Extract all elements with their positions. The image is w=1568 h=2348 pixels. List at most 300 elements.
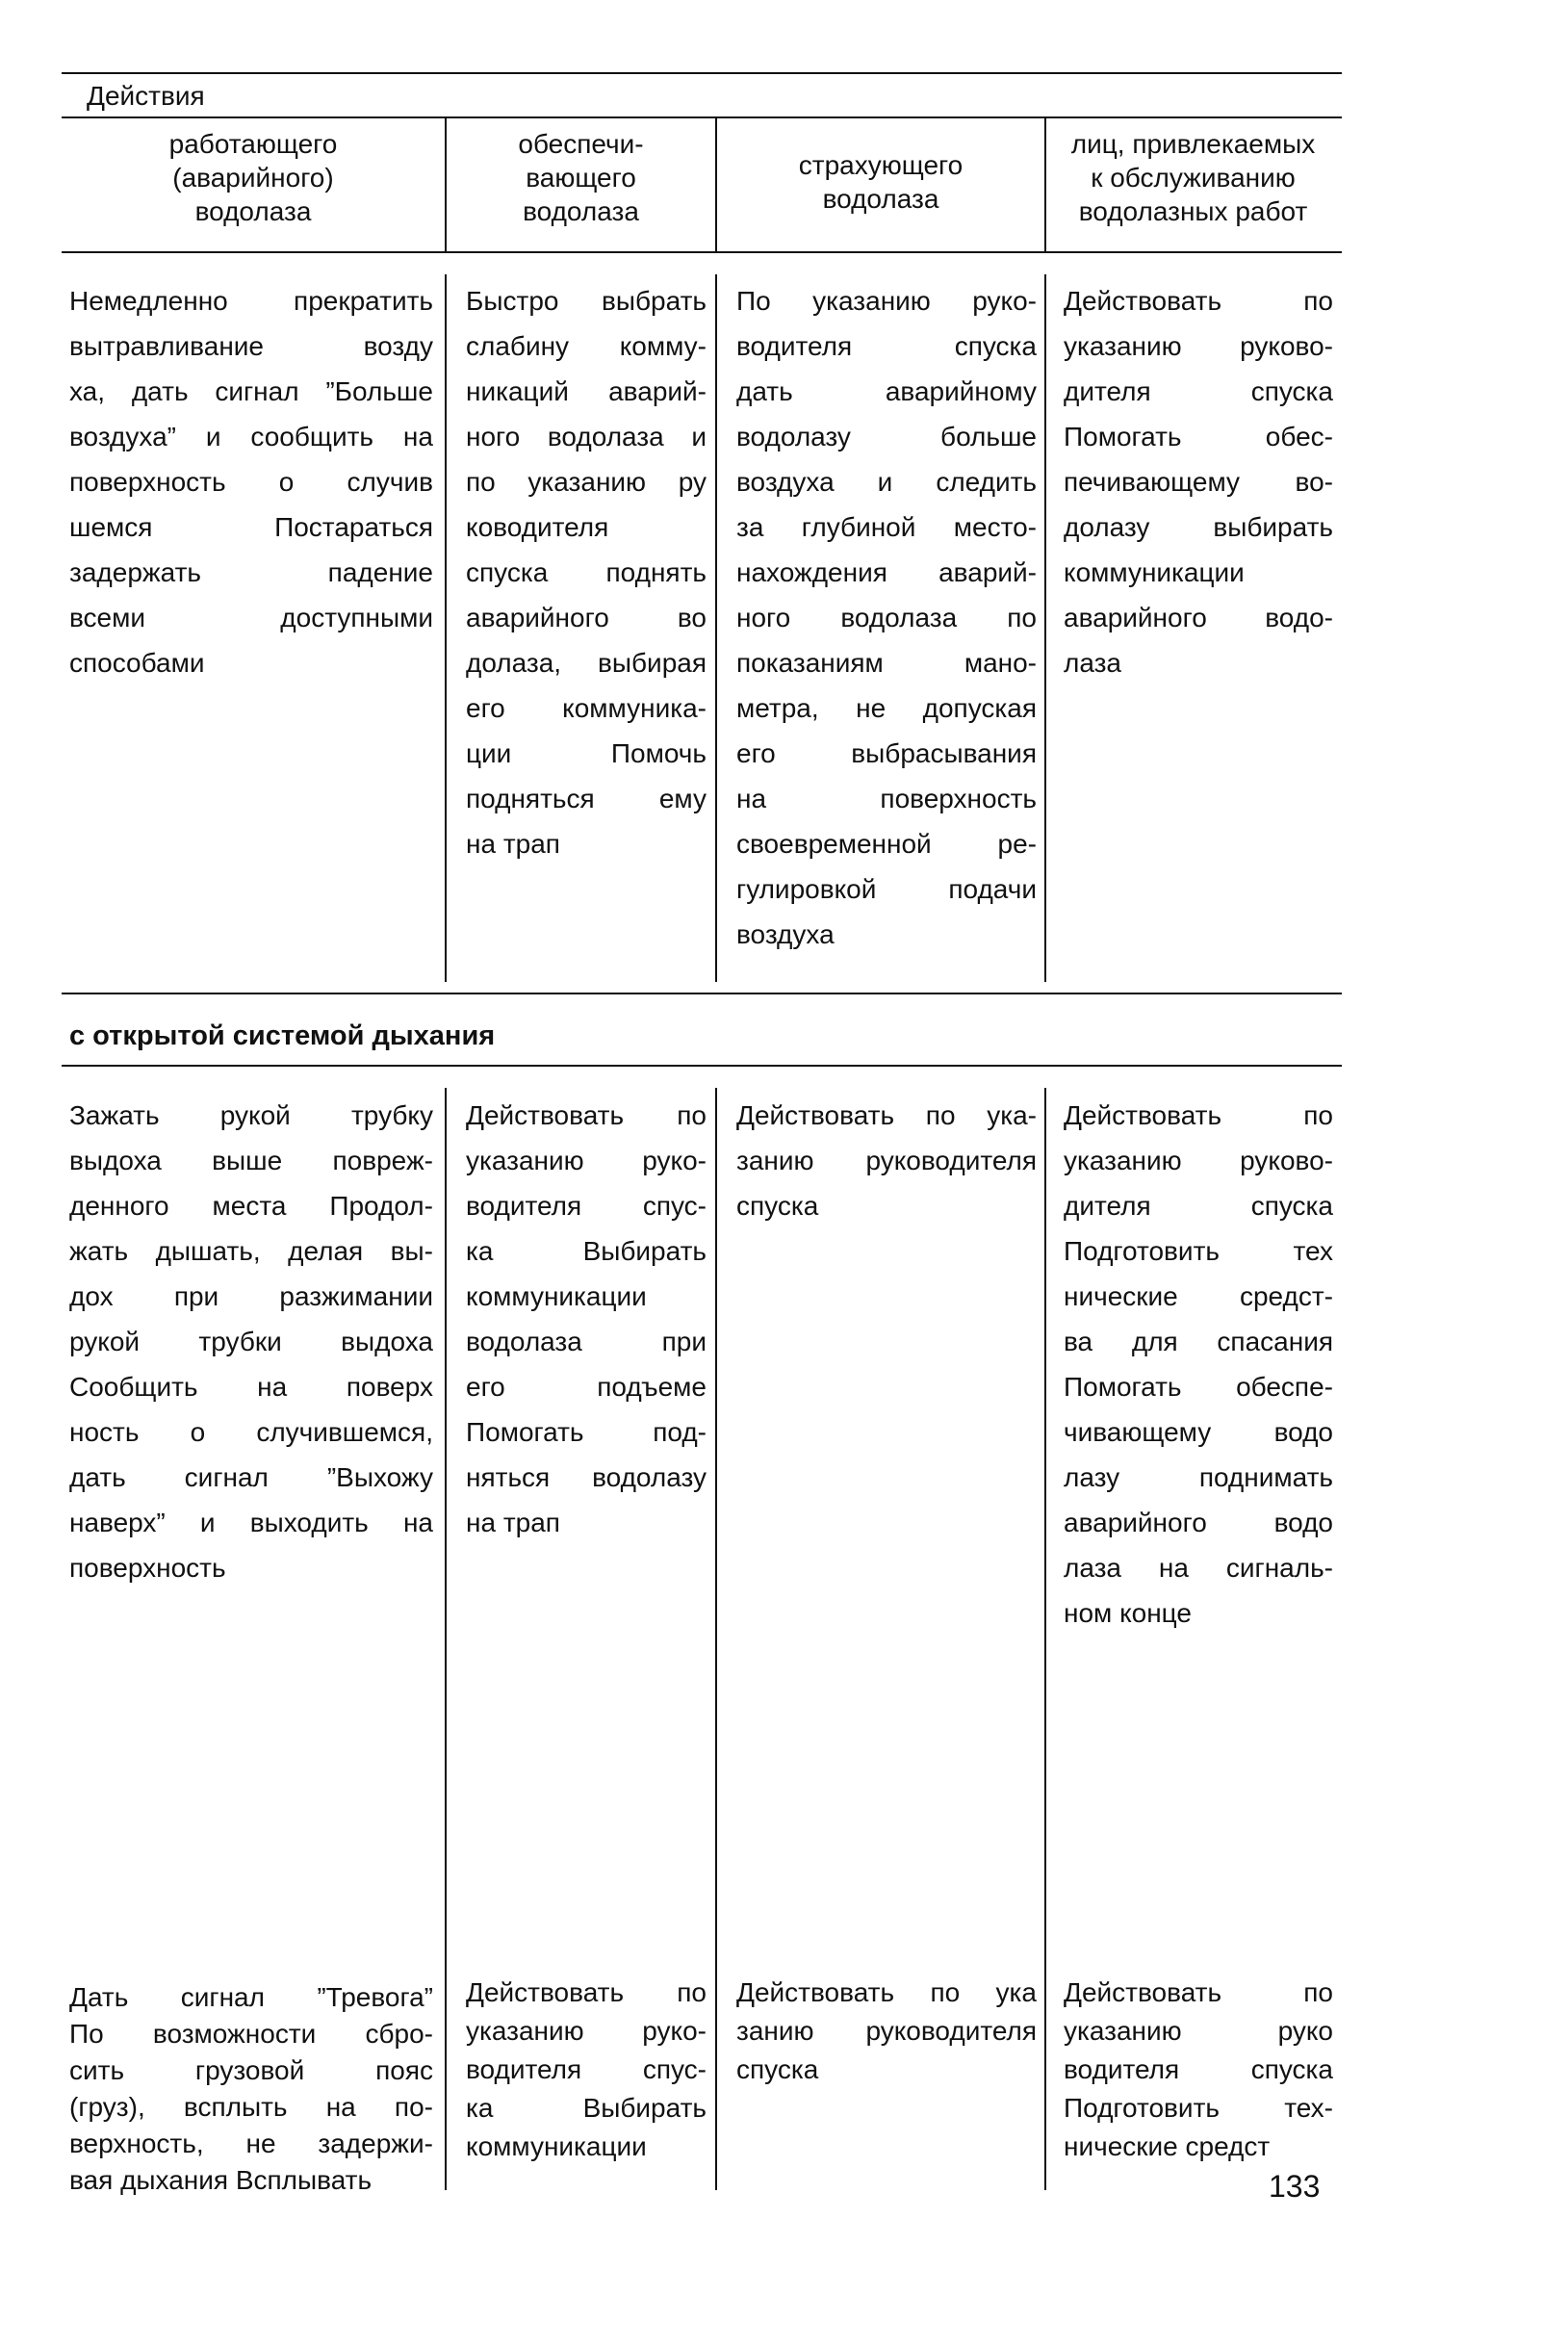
cell-line (736, 1138, 1037, 1183)
cell-line (736, 731, 1037, 776)
cell-line (1064, 2089, 1333, 2128)
cell-line (466, 323, 707, 369)
word: По (69, 2019, 104, 2049)
word: ру (678, 467, 707, 497)
word: и (199, 1508, 216, 1537)
cell-line (69, 1183, 433, 1228)
word: спасания (1217, 1327, 1333, 1356)
word: Действовать (1064, 1977, 1222, 2007)
word: слабину (466, 331, 570, 361)
cell-line (466, 278, 707, 323)
word: аварий- (608, 376, 707, 406)
cell-line: вая дыхания Всплывать (69, 2165, 373, 2195)
cell-line (736, 685, 1037, 731)
word: аварийного (1064, 1508, 1207, 1537)
word: руководителя (865, 2016, 1037, 2046)
cell-line (466, 595, 707, 640)
word: Дать (69, 1982, 129, 2012)
cell-line (1064, 1183, 1333, 1228)
word: аварийному (885, 376, 1037, 406)
word: Подготовить (1064, 2093, 1220, 2123)
word: по (930, 1977, 961, 2007)
cell-line: спуска (736, 2054, 819, 2084)
cell-line (736, 369, 1037, 414)
cell-line (466, 414, 707, 459)
word: водо (1273, 1417, 1333, 1447)
word: воздуха” (69, 422, 176, 452)
word: повреж- (332, 1146, 433, 1175)
cell-line (69, 1274, 433, 1319)
word: жать (69, 1236, 129, 1266)
cell-line (69, 2016, 433, 2052)
word: руко- (972, 286, 1037, 316)
word: тех (1293, 1236, 1333, 1266)
cell-line (69, 1455, 433, 1500)
word: под- (653, 1417, 707, 1447)
word: водолаза (466, 1327, 582, 1356)
header-support-personnel (1046, 127, 1340, 228)
cell-line: на трап (466, 829, 560, 859)
word: указанию (527, 467, 647, 497)
word: спуска (1250, 376, 1333, 406)
cell-line (736, 414, 1037, 459)
cell-line (466, 640, 707, 685)
word: ва (1064, 1327, 1093, 1356)
word: для (1131, 1327, 1178, 1356)
cell-line (69, 1093, 433, 1138)
cell-line: на трап (466, 1508, 560, 1537)
cell-line (736, 323, 1037, 369)
word: задержи- (318, 2129, 433, 2158)
word: сбро- (365, 2019, 433, 2049)
word: его (466, 693, 505, 723)
header-working-diver (62, 127, 445, 228)
word: водолазу (736, 422, 851, 452)
cell-line (736, 2012, 1037, 2051)
header-line: (аварийного) (172, 163, 334, 193)
word: и (877, 467, 893, 497)
cell-line (69, 1500, 433, 1545)
cell-line (1064, 2012, 1333, 2051)
cell-line: способами (69, 648, 205, 678)
cell-line (466, 1364, 707, 1409)
word: прекратить (294, 286, 433, 316)
header-line: водолазных работ (1078, 196, 1308, 226)
word: руково- (1240, 331, 1333, 361)
word: и (691, 422, 707, 452)
cell-line (466, 1228, 707, 1274)
word: ука (995, 1977, 1037, 2007)
word: водителя (1064, 2054, 1180, 2084)
word: руково- (1240, 1146, 1333, 1175)
cell-line: коммуникации (1064, 557, 1245, 587)
cell-line: ном конце (1064, 1598, 1192, 1628)
rule-header-top (62, 116, 1342, 118)
cell-line (1064, 1138, 1333, 1183)
cell-line (1064, 414, 1333, 459)
cell-line (736, 640, 1037, 685)
word: сигнал (180, 1982, 265, 2012)
word: указанию (466, 2016, 584, 2046)
cell-line (736, 866, 1037, 912)
cell-block2-col2 (466, 1093, 707, 1545)
word: ука- (987, 1100, 1037, 1130)
word: указанию (1064, 1146, 1182, 1175)
header-line: к обслуживанию (1091, 163, 1296, 193)
cell-line: поверхность (69, 1553, 226, 1583)
word: всеми (69, 603, 146, 632)
word: дителя (1064, 1191, 1151, 1221)
cell-line (736, 504, 1037, 550)
cell-line (466, 1455, 707, 1500)
word: спуска (466, 557, 549, 587)
word: коммуника- (562, 693, 707, 723)
cell-line (466, 2089, 707, 2128)
word: всплыть (183, 2092, 288, 2122)
word: по (1303, 1100, 1333, 1130)
word: Помогать (466, 1417, 584, 1447)
word: водолазу (592, 1462, 707, 1492)
word: лаза (1064, 1553, 1122, 1583)
word: дышать, (155, 1236, 261, 1266)
cell-line (69, 1138, 433, 1183)
cell-line (466, 685, 707, 731)
word: доступными (280, 603, 433, 632)
word: Действовать (736, 1100, 895, 1130)
word: Подготовить (1064, 1236, 1220, 1266)
cell-line (1064, 1319, 1333, 1364)
word: рукой (69, 1327, 141, 1356)
word: гулировкой (736, 874, 877, 904)
cell-line (1064, 1093, 1333, 1138)
word: сигналь- (1225, 1553, 1333, 1583)
cell-line (466, 2051, 707, 2089)
header-supporting-diver (447, 127, 715, 228)
word: на (1158, 1553, 1189, 1583)
cell-line (736, 278, 1037, 323)
cell-line (1064, 504, 1333, 550)
word: занию (736, 2016, 814, 2046)
word: водителя (466, 1191, 582, 1221)
word: ции (466, 738, 512, 768)
cell-line (1064, 1274, 1333, 1319)
word: подачи (948, 874, 1037, 904)
word: Помогать (1064, 1372, 1182, 1402)
word: верхность, (69, 2129, 204, 2158)
cell-block2-col4 (1064, 1093, 1333, 1636)
cell-line (69, 1319, 433, 1364)
word: аварийного (1064, 603, 1207, 632)
word: водолаза (840, 603, 958, 632)
word: возду (363, 331, 433, 361)
vrule-block1-1 (445, 274, 447, 982)
vrule-block2-1 (445, 1088, 447, 2190)
cell-block2-col3 (736, 1093, 1037, 1228)
cell-line (1064, 595, 1333, 640)
word: по (1303, 286, 1333, 316)
header-line: вающего (526, 163, 636, 193)
word: дох (69, 1281, 114, 1311)
word: Действовать (466, 1977, 625, 2007)
cell-line (466, 550, 707, 595)
word: его (736, 738, 776, 768)
word: показаниям (736, 648, 884, 678)
cell-line (69, 414, 433, 459)
word: Быстро (466, 286, 559, 316)
cell-line: коммуникации (466, 2131, 647, 2161)
word: при (661, 1327, 707, 1356)
cell-line (466, 1093, 707, 1138)
cell-line (69, 550, 433, 595)
cell-line (1064, 323, 1333, 369)
word: занию (736, 1146, 814, 1175)
cell-block3-col1 (69, 1979, 433, 2199)
word: сообщить (250, 422, 374, 452)
cell-line (466, 1183, 707, 1228)
word: Продол- (329, 1191, 433, 1221)
word: руководителя (865, 1146, 1037, 1175)
word: долаза, (466, 648, 562, 678)
word: поднимать (1198, 1462, 1333, 1492)
word: ему (658, 784, 707, 813)
word: дать (69, 1462, 126, 1492)
vrule-block1-2 (715, 274, 717, 982)
word: разжимании (279, 1281, 433, 1311)
word: обес- (1265, 422, 1333, 452)
word: случив (347, 467, 433, 497)
word: пояс (375, 2055, 433, 2085)
cell-line (69, 2052, 433, 2089)
cell-line (69, 1364, 433, 1409)
cell-line (736, 459, 1037, 504)
cell-line (736, 1974, 1037, 2012)
word: его (466, 1372, 505, 1402)
cell-line (1064, 1364, 1333, 1409)
word: руко (1277, 2016, 1333, 2046)
word: Выбирать (582, 1236, 707, 1266)
word: ность (69, 1417, 140, 1447)
word: дать (131, 376, 189, 406)
word: ха, (69, 376, 106, 406)
word: средст- (1239, 1281, 1333, 1311)
cell-line (69, 595, 433, 640)
word: допуская (922, 693, 1037, 723)
word: шемся (69, 512, 153, 542)
word: водолаза (547, 422, 664, 452)
word: случившемся, (256, 1417, 433, 1447)
cell-line: ководителя (466, 512, 609, 542)
word: не (856, 693, 887, 723)
cell-block1-col4 (1064, 278, 1333, 685)
word: возможности (152, 2019, 317, 2049)
word: Действовать (1064, 286, 1222, 316)
word: указанию (466, 1146, 584, 1175)
word: указанию (1064, 331, 1182, 361)
cell-line (466, 776, 707, 821)
section-title-open-breathing: с открытой системой дыхания (69, 1020, 496, 1051)
word: за (736, 512, 764, 542)
cell-line (466, 369, 707, 414)
cell-line (736, 550, 1037, 595)
word: ка (466, 2093, 494, 2123)
word: воздуха (736, 467, 835, 497)
word: поверхность (69, 467, 226, 497)
rule-header-bottom (62, 251, 1342, 253)
word: грузовой (194, 2055, 305, 2085)
word: сигнал (215, 376, 299, 406)
word: руко- (642, 2016, 707, 2046)
word: о (190, 1417, 206, 1447)
cell-line (69, 369, 433, 414)
word: Помочь (610, 738, 707, 768)
cell-line: нические средст (1064, 2131, 1271, 2161)
word: место- (953, 512, 1037, 542)
word: подъеме (597, 1372, 707, 1402)
page-number: 133 (1269, 2169, 1321, 2204)
cell-block3-col2 (466, 1974, 707, 2166)
rule-section-bottom (62, 1065, 1342, 1067)
word: выдоха (341, 1327, 433, 1356)
word: мано- (964, 648, 1037, 678)
word: не (245, 2129, 276, 2158)
word: няться (466, 1462, 551, 1492)
word: выдоха (69, 1146, 162, 1175)
word: больше (940, 422, 1037, 452)
word: руко- (642, 1146, 707, 1175)
word: водо (1273, 1508, 1333, 1537)
cell-block3-col3 (736, 1974, 1037, 2089)
word: поверхность (880, 784, 1037, 813)
word: вы- (390, 1236, 433, 1266)
header-line: водолаза (194, 196, 312, 226)
cell-line (736, 1093, 1037, 1138)
word: Постараться (274, 512, 433, 542)
word: при (173, 1281, 219, 1311)
word: следить (936, 467, 1037, 497)
word: тех- (1284, 2093, 1333, 2123)
word: выбирая (598, 648, 707, 678)
word: нахождения (736, 557, 887, 587)
word: трубки (198, 1327, 282, 1356)
cell-line (69, 1228, 433, 1274)
cell-line (69, 459, 433, 504)
word: водителя (466, 2054, 582, 2084)
cell-block2-col1 (69, 1093, 433, 1590)
word: трубку (350, 1100, 433, 1130)
word: Зажать (69, 1100, 160, 1130)
word: никаций (466, 376, 569, 406)
cell-block1-col2 (466, 278, 707, 866)
word: на (402, 1508, 433, 1537)
word: Немедленно (69, 286, 228, 316)
word: поднять (605, 557, 707, 587)
word: нические (1064, 1281, 1178, 1311)
cell-line (1064, 1500, 1333, 1545)
word: печивающему (1064, 467, 1241, 497)
cell-block1-col1 (69, 278, 433, 685)
word: указанию (812, 286, 931, 316)
word: ”Тревога” (317, 1982, 433, 2012)
word: своевременной (736, 829, 932, 859)
word: ”Выхожу (326, 1462, 433, 1492)
vrule-block1-3 (1044, 274, 1046, 982)
word: денного (69, 1191, 169, 1221)
cell-line (736, 821, 1037, 866)
word: по (1007, 603, 1037, 632)
word: указанию (1064, 2016, 1182, 2046)
word: выходить (249, 1508, 369, 1537)
header-line: лиц, привлекаемых (1070, 129, 1316, 159)
word: места (212, 1191, 287, 1221)
word: о (278, 467, 295, 497)
vrule-block2-2 (715, 1088, 717, 2190)
word: сить (69, 2055, 125, 2085)
word: спуска (1250, 2054, 1333, 2084)
word: подняться (466, 784, 595, 813)
cell-line (1064, 369, 1333, 414)
cell-line (1064, 1455, 1333, 1500)
header-line: страхующего (798, 150, 964, 180)
cell-line (69, 2089, 433, 2126)
cell-line (69, 1979, 433, 2016)
word: по (677, 1977, 707, 2007)
header-line: работающего (168, 129, 338, 159)
word: по (677, 1100, 707, 1130)
word: по (1303, 1977, 1333, 2007)
cell-line (466, 459, 707, 504)
word: выбирать (1213, 512, 1333, 542)
cell-block1-col3 (736, 278, 1037, 957)
cell-line (466, 1974, 707, 2012)
word: Действовать (1064, 1100, 1222, 1130)
word: по (466, 467, 496, 497)
word: сигнал (184, 1462, 269, 1492)
word: По (736, 286, 771, 316)
cell-line (466, 2012, 707, 2051)
word: дать (736, 376, 793, 406)
cell-line (1064, 2051, 1333, 2089)
cell-line (1064, 1409, 1333, 1455)
word: аварий- (938, 557, 1037, 587)
cell-line (736, 595, 1037, 640)
word: (груз), (69, 2092, 145, 2122)
word: во- (1295, 467, 1333, 497)
rule-top (62, 72, 1342, 74)
cell-line (1064, 459, 1333, 504)
word: метра, (736, 693, 819, 723)
word: на (257, 1372, 288, 1402)
word: на (402, 422, 433, 452)
word: выбрасывания (851, 738, 1037, 768)
header-line: обеспечи- (518, 129, 644, 159)
word: задержать (69, 557, 201, 587)
word: обеспе- (1236, 1372, 1333, 1402)
word: лазу (1064, 1462, 1120, 1492)
word: падение (327, 557, 433, 587)
cell-line: лаза (1064, 648, 1122, 678)
word: ного (466, 422, 521, 452)
word: по- (394, 2092, 433, 2122)
word: Выбирать (582, 2093, 707, 2123)
cell-line (1064, 1228, 1333, 1274)
word: вытравливание (69, 331, 264, 361)
cell-line: коммуникации (466, 1281, 647, 1311)
word: на (736, 784, 767, 813)
word: комму- (619, 331, 707, 361)
rule-section-top (62, 993, 1342, 994)
cell-line: воздуха (736, 919, 835, 949)
cell-line (1064, 1974, 1333, 2012)
